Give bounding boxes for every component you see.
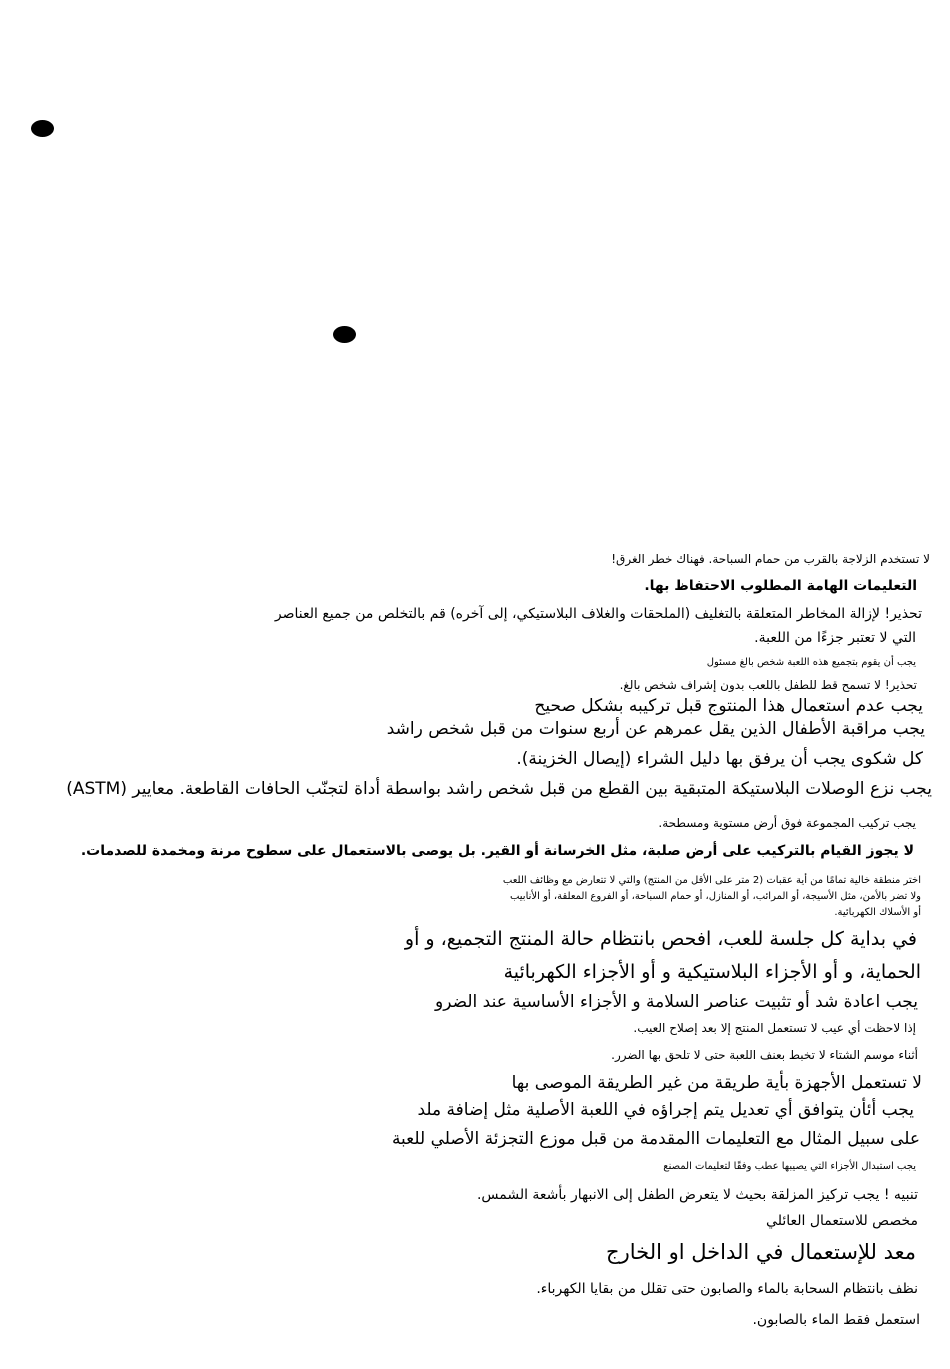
instruction-line-packaging-warning: تحذير! لإزالة المخاطر المتعلقة بالتغليف (الملحقات والغلاف البلاستيكي، إلى آخره) قم بالتخلص من جميع العناصر [274,606,922,622]
instruction-line-replace-parts: يجب استبدال الأجزاء التي يصيبها عطب وفقًا لتعليمات المصنع [663,1161,916,1172]
instruction-line-complaint-receipt: كل شكوى يجب أن يرفق بها دليل الشراء (إيصال الخزينة). [516,749,923,769]
instruction-line-winter: أثناء موسم الشتاء لا تخبط بعنف اللعبة حتى لا تلحق بها الضرر. [611,1048,918,1062]
instruction-line-modification-cont: على سبيل المثال مع التعليمات االمقدمة من قبل موزع التجزئة الأصلي للعبة [391,1129,920,1149]
instruction-line-inspect-start: في بداية كل جلسة للعب، افحص بانتظام حالة المنتج التجميع، و أو [404,928,917,950]
instruction-line-clean-slide: نظف بانتظام السحابة بالماء والصابون حتى تقلل من بقايا الكهرباء. [536,1281,918,1297]
instruction-line-level-ground: يجب تركيب المجموعة فوق أرض مستوية ومسطحة. [658,816,916,830]
instruction-line-adult-assembly: يجب أن يقوم بتجميع هذه اللعبة شخص بالغ مسئول [706,657,916,668]
instruction-line-keep-heading: التعليمات الهامة المطلوب الاحتفاظ بها. [644,578,917,594]
bullet-dot-1 [31,120,54,137]
instruction-line-clear-area-end: أو الأسلاك الكهربائية. [834,907,921,918]
instruction-line-inspect-parts: الحماية، و أو الأجزاء البلاستيكية و أو الأجزاء الكهربائية [503,961,921,983]
instruction-line-sun-warning: تنبيه ! يجب تركيز المزلقة بحيث لا يتعرض الطفل إلى الانبهار بأشعة الشمس. [476,1187,918,1203]
instruction-line-clear-area: اختر منطقة خالية تمامًا من أية عقبات (2 متر على الأقل من المنتج) والتي لا تتعارض مع وظائف اللعب [502,875,921,886]
instruction-line-family-use: مخصص للاستعمال العائلي [766,1213,918,1229]
instruction-line-packaging-warning-cont: التي لا تعتبر جزءًا من اللعبة. [754,630,916,646]
instruction-line-pool-warning: لا تستخدم الزلاجة بالقرب من حمام السباحة. فهناك خطر الغرق! [611,552,930,566]
instruction-line-child-supervision: يجب مراقبة الأطفال الذين يقل عمرهم عن أربع سنوات من قبل شخص راشد [386,719,925,739]
instruction-line-correct-assembly: يجب عدم استعمال هذا المنتوج قبل تركيبه بشكل صحيح [534,696,923,716]
instruction-line-supervision-warning: تحذير! لا تسمح قط للطفل باللعب بدون إشراف شخص بالغ. [619,678,917,692]
instruction-line-defect: إذا لاحظت أي عيب لا تستعمل المنتج إلا بعد إصلاح العيب. [633,1021,916,1035]
instruction-line-intended-use: لا تستعمل الأجهزة بأية طريقة من غير الطريقة الموصى بها [511,1073,922,1093]
instruction-line-modification: يجب أئأن يتوافق أي تعديل يتم إجراؤه في اللعبة الأصلية مثل إضافة ملد [417,1100,914,1120]
instruction-line-remove-plastic: يجب نزع الوصلات البلاستيكة المتبقية بين القطع من قبل شخص راشد بواسطة أداة لتجنّب الحافات القاطعة. معايير (ASTM) [66,779,932,799]
instruction-line-hard-ground-warning: لا يجوز القيام بالتركيب على أرض صلبة، مثل الخرسانة أو القير. بل يوصى بالاستعمال على سطوح مرنة ومخمدة للصدمات. [80,843,914,859]
instruction-line-tighten-parts: يجب اعادة شد أو تثبيت عناصر السلامة و الأجزاء الأساسية عند الضرو [435,992,918,1012]
instruction-line-clear-area-cont: ولا تضر بالأمن، مثل الأسيجة، أو المرائب، أو المنازل، أو حمام السباحة، أو الفروع المعلقة، أو الأنابيب [509,891,921,902]
instruction-line-soap-water: استعمل فقط الماء بالصابون. [752,1312,920,1328]
instruction-line-indoor-outdoor: معد للإستعمال في الداخل او الخارج [606,1240,916,1264]
bullet-dot-2 [333,326,356,343]
